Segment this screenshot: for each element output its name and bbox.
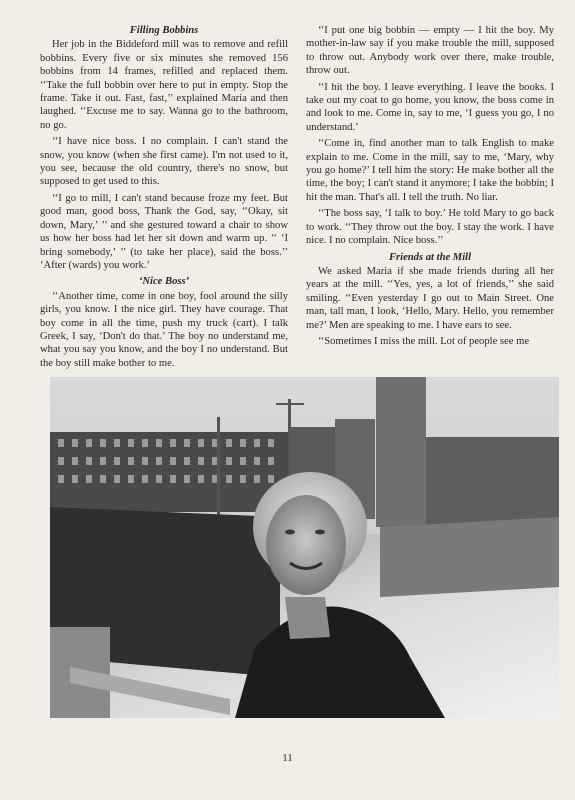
- paragraph: ‘‘Sometimes I miss the mill. Lot of people see me: [318, 335, 530, 347]
- section-heading: Friends at the Mill: [388, 251, 472, 263]
- section-heading: ‘Nice Boss’: [138, 276, 190, 288]
- left-column: [40, 24, 288, 373]
- section-heading: Filling Bobbins: [129, 25, 199, 36]
- paragraph: Her job in the Biddeford mill was to remove and refill bobbins. Every five or six minutes she removed 156 bobbins from 14 frames, refilled and replaced them. ‘‘Take the full bobbin over here to put in empty. Stop the frame. Take it out. Fast, fast,’’ explained Maria and then laughed. ‘‘Excuse me to say. Wanna go to the bathroom, no go.: [40, 39, 288, 131]
- paragraph: ‘‘I have nice boss. I no complain. I can't stand the snow, you know (when she first came). I'm not used to it, you see, because the old country, there's no snow, but supposed to get used to this.: [40, 136, 288, 188]
- page-number: 11: [282, 752, 293, 764]
- paragraph: We asked Maria if she made friends during all her years at the mill. ‘‘Yes, yes, a lot of friends,’’ she said smiling. ‘‘Even yesterday I go out to Main Street. One man, tall man, I look, ‘Hello, Mary. Hello, you remember me?’ Men are speaking to me. I have ears to see.: [306, 265, 554, 331]
- photo-illustration: [50, 377, 559, 718]
- paragraph: ‘‘I put one big bobbin — empty — I hit the boy. My mother-in-law say if you make trouble the mill, supposed to throw out. Anybody work over there, make trouble, throw out.: [306, 25, 554, 77]
- paragraph: ‘‘Another time, come in one boy, fool around the silly girls, you know. I the nice girl. They have courage. That boy come in all the time, push my truck (cart). I talk Greek, I say, ‘Don't do that.’ The boy no understand me, what you say you know, and the boy I no understand. But the boy still make bother to me.: [40, 290, 288, 369]
- paragraph: ‘‘I hit the boy. I leave everything. I leave the books. I take out my coat to go home, you know, the boss come in and look to me. Come in, say to me, ‘I guess you go, I no understand.’: [306, 81, 554, 133]
- paragraph: ‘‘The boss say, ‘I talk to boy.’ He told Mary to go back to work. ‘‘They throw out the boy. I stay the work. I have nice. I no complain. Nice boss.’’: [306, 208, 554, 247]
- right-column: [306, 24, 554, 351]
- paragraph: ‘‘I go to mill, I can't stand because froze my feet. But good man, good boss, Thank the God, say, ‘‘Okay, sit down, Mary,’ ’’ and she gestured toward a chair to show us how her boss had let her sit down and warm up. ‘‘ ‘I bring somebody,’ ’’ (to take her place), said the boss.’’ ‘After (wards) you work.’: [40, 192, 288, 271]
- mill-photograph: [50, 377, 559, 718]
- paragraph: ‘‘Come in, find another man to talk English to make explain to me. Come in the mill, say to me, ‘Mary, why you go home?’ I tell him the story: He make bother all the time, the boy; I can't stand it anymore; I take the bobbin; I hit the man. That's all. I tell the truth. No liar.: [306, 138, 554, 203]
